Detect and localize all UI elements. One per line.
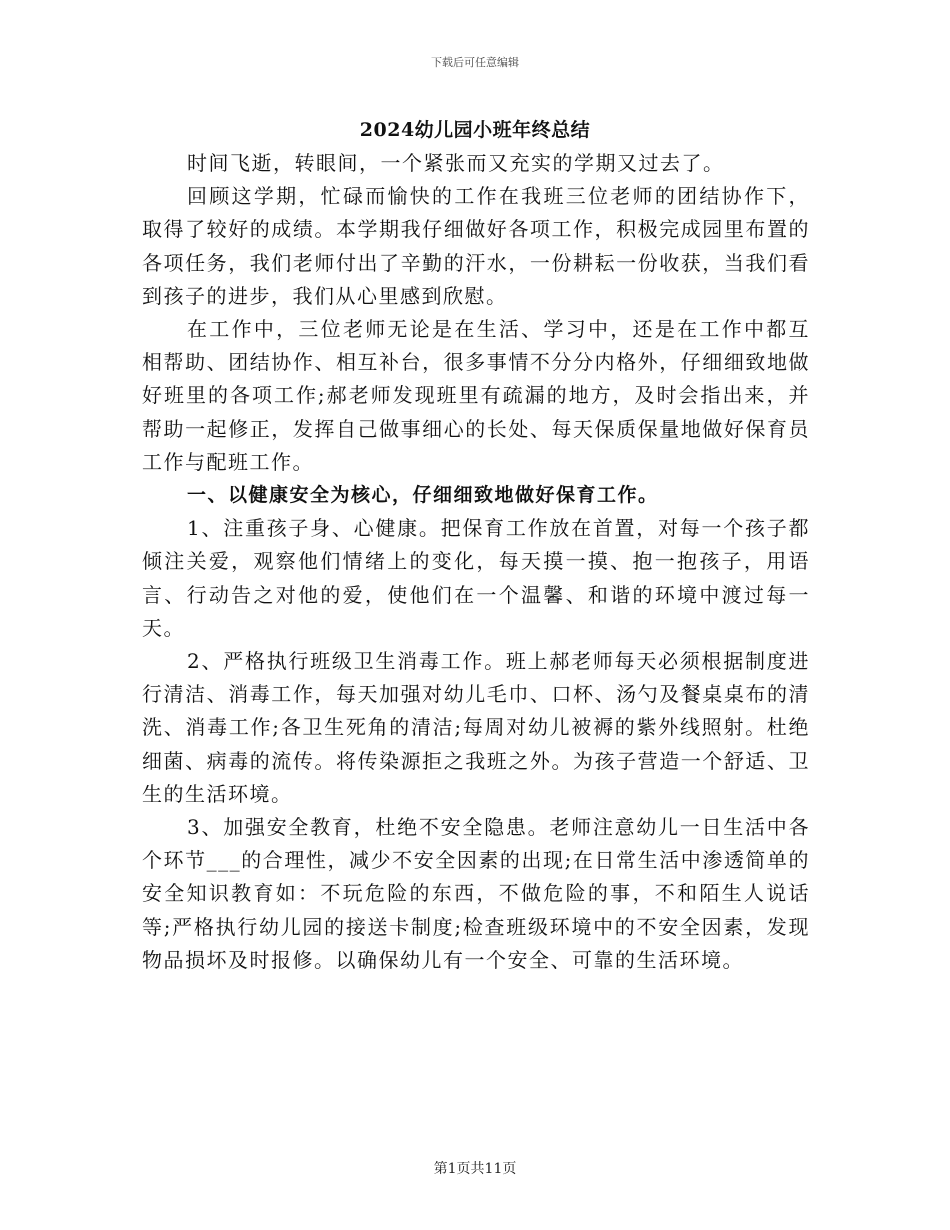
paragraph-intro: 时间飞逝，转眼间，一个紧张而又充实的学期又过去了。 xyxy=(187,151,725,175)
download-edit-note: 下载后可任意编辑 xyxy=(431,56,519,69)
paragraph-item-1: 1、注重孩子身、心健康。把保育工作放在首置，对每一个孩子都倾注关爱，观察他们情绪上的变化，每天摸一摸、抱一抱孩子，用语言、行动告之对他的爱，使他们在一个温馨、和谐的环境中渡过每一天。 xyxy=(142,516,810,640)
paragraph-item-3: 3、加强安全教育，杜绝不安全隐患。老师注意幼儿一日生活中各个环节___的合理性，减少不安全因素的出现;在日常生活中渗透简单的安全知识教育如：不玩危险的东西，不做危险的事，不和陌生人说话等;严格执行幼儿园的接送卡制度;检查班级环境中的不安全因素，发现物品损坏及时报修。以确保幼儿有一个安全、可靠的生活环境。 xyxy=(142,815,810,972)
paragraph-review: 回顾这学期，忙碌而愉快的工作在我班三位老师的团结协作下，取得了较好的成绩。本学期我仔细做好各项工作，积极完成园里布置的各项任务，我们老师付出了辛勤的汗水，一份耕耘一份收获，当我们看到孩子的进步，我们从心里感到欣慰。 xyxy=(142,184,810,308)
paragraph-teamwork: 在工作中，三位老师无论是在生活、学习中，还是在工作中都互相帮助、团结协作、相互补台，很多事情不分分内格外，仔细细致地做好班里的各项工作;郝老师发现班里有疏漏的地方，及时会指出来，并帮助一起修正，发挥自己做事细心的长处、每天保质保量地做好保育员工作与配班工作。 xyxy=(142,317,810,474)
page-number-footer: 第1页共11页 xyxy=(433,1161,517,1177)
paragraph-item-2: 2、严格执行班级卫生消毒工作。班上郝老师每天必须根据制度进行清洁、消毒工作，每天加强对幼儿毛巾、口杯、汤勺及餐桌桌布的清洗、消毒工作;各卫生死角的清洁;每周对幼儿被褥的紫外线照射。杜绝细菌、病毒的流传。将传染源拒之我班之外。为孩子营造一个舒适、卫生的生活环境。 xyxy=(142,649,810,806)
document-title: 2024幼儿园小班年终总结 xyxy=(359,119,591,141)
document-body xyxy=(142,147,810,977)
section-heading-health-safety: 一、以健康安全为核心，仔细细致地做好保育工作。 xyxy=(187,484,659,507)
